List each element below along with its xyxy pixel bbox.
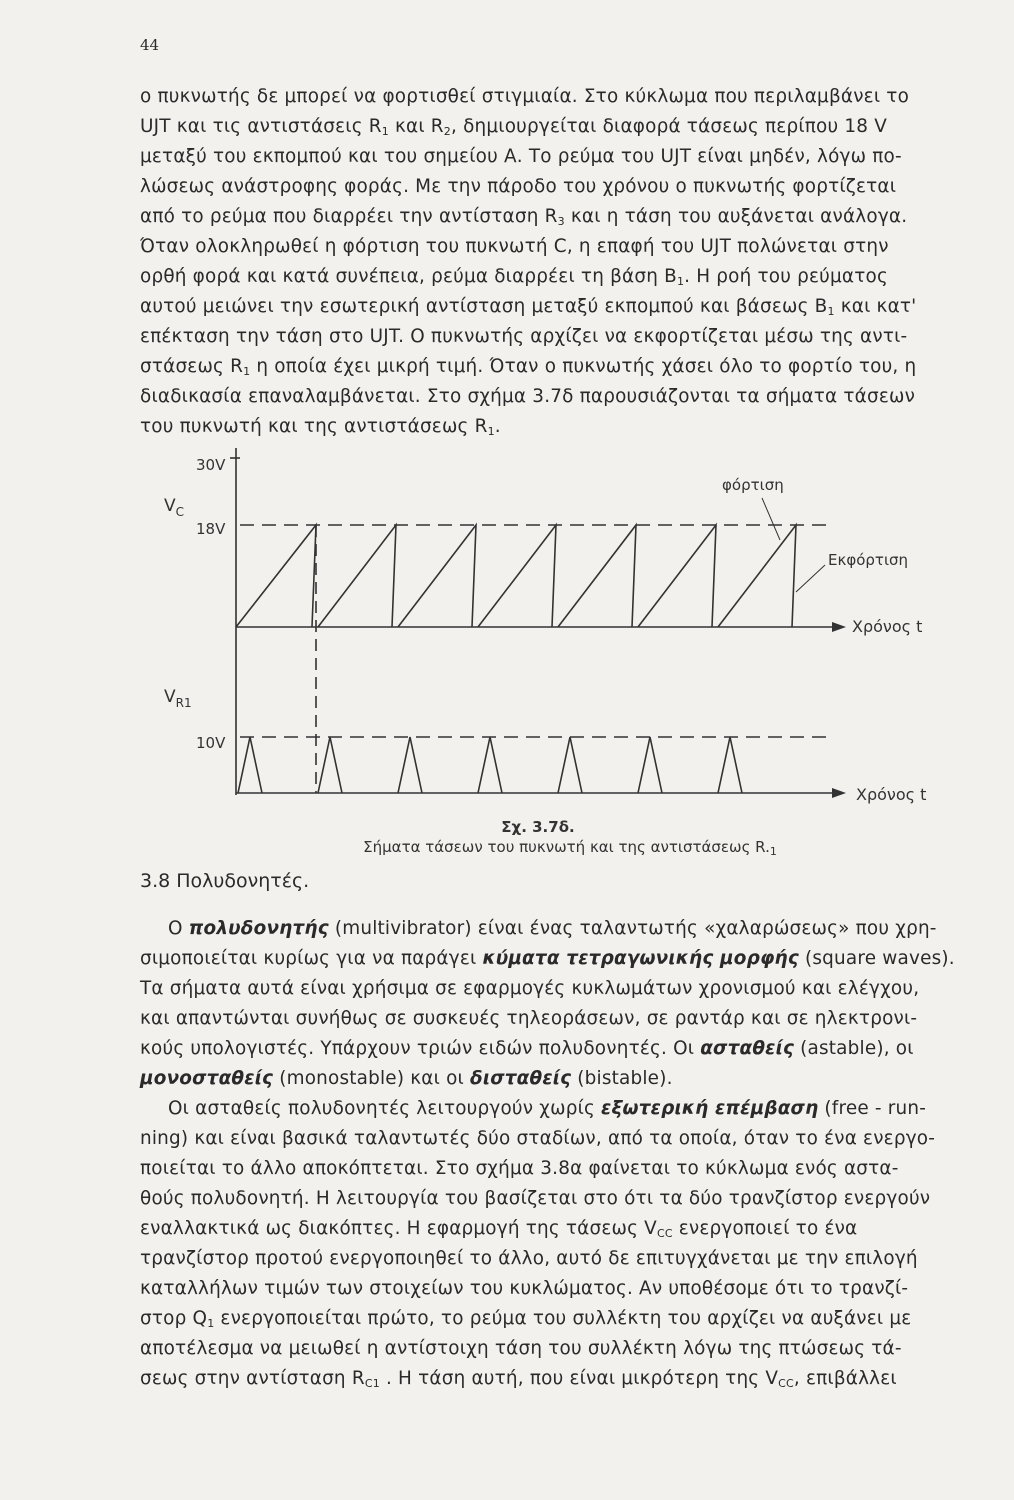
text-line: επέκταση την τάση στο UJT. Ο πυκνωτής αρχίζει να εκφορτίζεται μέσω της αντι- [140, 326, 908, 347]
resistor-pulse-wave [238, 737, 742, 793]
charge-callout-line [762, 498, 780, 540]
discharge-pulse [318, 737, 342, 793]
text-line: ning) και είναι βασικά ταλαντωτές δύο σταδίων, από τα οποία, όταν το ένα ενεργο- [140, 1128, 936, 1149]
text-line: μονοσταθείς (monostable) και οι δισταθείς (bistable). [140, 1068, 673, 1089]
text-line: καταλλήλων τιμών των στοιχείων του κυκλώματος. Αν υποθέσομε ότι το τρανζί- [140, 1278, 909, 1299]
sawtooth-cycle [558, 525, 636, 627]
discharge-pulse [478, 737, 502, 793]
text-line: Οι ασταθείς πολυδονητές λειτουργούν χωρίς εξωτερική επέμβαση (free - run- [168, 1098, 927, 1119]
text-line: Τα σήματα αυτά είναι χρήσιμα σε εφαρμογές κυκλωμάτων χρονισμού και ελέγχου, [140, 978, 920, 999]
discharge-label: Εκφόρτιση [828, 551, 909, 569]
bottom-axis-arrowhead [832, 788, 846, 798]
sawtooth-cycle [318, 525, 396, 627]
capacitor-sawtooth-wave [236, 525, 796, 627]
text-line: UJT και τις αντιστάσεις $R_1$ και $R_2$, δημιουργείται διαφορά τάσεως περίπου 18 V [140, 116, 887, 138]
top-axis-arrowhead [832, 622, 846, 632]
charge-label: φόρτιση [722, 476, 784, 494]
discharge-pulse [238, 737, 262, 793]
text-line: μεταξύ του εκπομπού και του σημείου Α. Το ρεύμα του UJT είναι μηδέν, λόγω πο- [140, 146, 902, 167]
figure-caption-number: Σχ. 3.7δ. [501, 818, 575, 836]
text-line: αυτού μειώνει την εσωτερική αντίσταση μεταξύ εκπομπού και βάσεως $B_1$ και κατ' [140, 296, 917, 318]
text-line: διαδικασία επαναλαμβάνεται. Στο σχήμα 3.7δ παρουσιάζονται τα σήματα τάσεων [140, 386, 916, 407]
time-label-bottom: Χρόνος t [856, 785, 927, 804]
sawtooth-cycle [718, 525, 796, 627]
sawtooth-cycle [236, 525, 316, 627]
text-line: σεως στην αντίσταση $R_{C1}$ . Η τάση αυτή, που είναι μικρότερη της $V_{CC}$, επιβάλλει [140, 1368, 897, 1390]
figure-caption-text: Σήματα τάσεων του πυκνωτή και της αντιστάσεως $R._1$ [363, 838, 777, 858]
text-line: του πυκνωτή και της αντιστάσεως $R_1$. [140, 416, 501, 438]
discharge-pulse [718, 737, 742, 793]
discharge-pulse [638, 737, 662, 793]
text-line: Ο πολυδονητής (multivibrator) είναι ένας ταλαντωτής «χαλαρώσεως» που χρη- [168, 918, 937, 939]
text-line: Όταν ολοκληρωθεί η φόρτιση του πυκνωτή C, η επαφή του UJT πολώνεται στην [140, 236, 889, 257]
section-title: 3.8 Πολυδονητές. [140, 870, 310, 892]
text-line: εναλλακτικά ως διακόπτες. Η εφαρμογή της τάσεως $V_{CC}$ ενεργοποιεί το ένα [140, 1218, 858, 1240]
text-line: στορ $Q_1$ ενεργοποιείται πρώτο, το ρεύμα του συλλέκτη του αρχίζει να αυξάνει με [140, 1308, 912, 1330]
discharge-pulse [398, 737, 422, 793]
tick-label-30v: 30V [196, 456, 226, 474]
text-line: σιμοποιείται κυρίως για να παράγει κύματα τετραγωνικής μορφής (square waves). [140, 948, 955, 969]
time-label-top: Χρόνος t [852, 617, 923, 636]
sawtooth-cycle [398, 525, 476, 627]
text-line: αποτέλεσμα να μειωθεί η αντίστοιχη τάση του συλλέκτη λόγω της πτώσεως τά- [140, 1338, 902, 1359]
text-line: ποιείται το άλλο αποκόπτεται. Στο σχήμα 3.8α φαίνεται το κύκλωμα ενός αστα- [140, 1158, 899, 1179]
text-line: ο πυκνωτής δε μπορεί να φορτισθεί στιγμιαία. Στο κύκλωμα που περιλαμβάνει το [140, 86, 910, 107]
text-line: κούς υπολογιστές. Υπάρχουν τριών ειδών πολυδονητές. Οι ασταθείς (astable), οι [140, 1038, 914, 1059]
text-line: ορθή φορά και κατά συνέπεια, ρεύμα διαρρέει τη βάση $B_1$. Η ροή του ρεύματος [140, 266, 888, 288]
body-paragraph [140, 914, 978, 1394]
text-line: στάσεως $R_1$ η οποία έχει μικρή τιμή. Όταν ο πυκνωτής χάσει όλο το φορτίο του, η [140, 356, 917, 378]
vr1-axis-label: $V_{R1}$ [164, 687, 192, 710]
sawtooth-cycle [638, 525, 716, 627]
text-line: και απαντώνται συνήθως σε συσκευές τηλεοράσεων, σε ραντάρ και σε ηλεκτρονι- [140, 1008, 918, 1029]
tick-label-18v: 18V [196, 520, 226, 538]
tick-label-10v: 10V [196, 734, 226, 752]
text-line: από το ρεύμα που διαρρέει την αντίσταση $R_3$ και η τάση του αυξάνεται ανάλογα. [140, 206, 908, 228]
text-line: θούς πολυδονητή. Η λειτουργία του βασίζεται στο ότι τα δύο τρανζίστορ ενεργούν [140, 1188, 931, 1209]
discharge-pulse [558, 737, 582, 793]
text-line: λώσεως ανάστροφης φοράς. Με την πάροδο του χρόνου ο πυκνωτής φορτίζεται [140, 176, 897, 197]
sawtooth-cycle [478, 525, 556, 627]
page-number: 44 [140, 36, 160, 54]
text-line: τρανζίστορ προτού ενεργοποιηθεί το άλλο, αυτό δε επιτυγχάνεται με την επιλογή [140, 1248, 918, 1269]
discharge-callout-line [796, 565, 825, 592]
vc-axis-label: $V_C$ [164, 496, 185, 519]
